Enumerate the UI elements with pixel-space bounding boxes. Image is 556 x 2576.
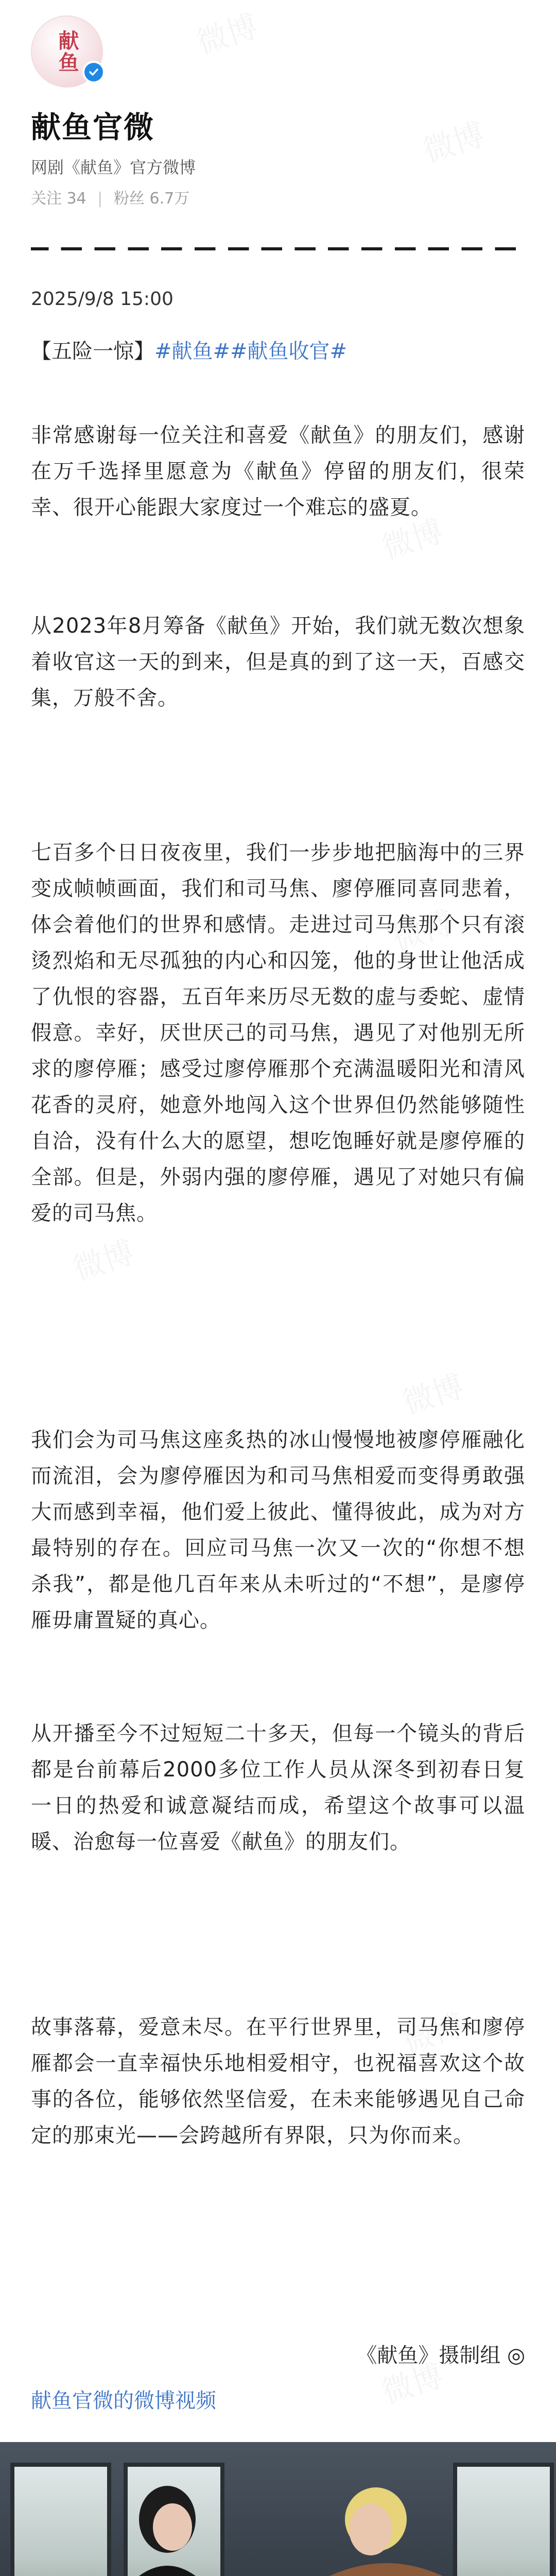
post-signature: 《献鱼》摄制组 ◎ [356, 2344, 525, 2367]
video-person-right [288, 2473, 484, 2576]
video-link[interactable]: 献鱼官微的微博视频 [31, 2389, 216, 2413]
fans-count[interactable]: 6.7万 [149, 190, 190, 208]
post-paragraph: 非常感谢每一位关注和喜爱《献鱼》的朋友们，感谢在万千选择里愿意为《献鱼》停留的朋友们，很荣幸、很开心能跟大家度过一个难忘的盛夏。 [31, 423, 525, 519]
watermark [417, 110, 490, 172]
post-paragraph: 七百多个日日夜夜里，我们一步步地把脑海中的三界变成帧帧画面，我们和司马焦、廖停雁同喜同悲着，体会着他们的世界和感情。走进过司马焦那个只有滚烫烈焰和无尽孤独的内心和囚笼，他的身世让他活成了仇恨的容器，五百年来历尽无数的虚与委蛇、虚情假意。幸好，厌世厌己的司马焦，遇见了对他别无所求的廖停雁；感受过廖停雁那个充满温暖阳光和清风花香的灵府，她意外地闯入这个世界但仍然能够随性自洽，没有什么大的愿望，想吃饱睡好就是廖停雁的全部。但是，外弱内强的廖停雁，遇见了对她只有偏爱的司马焦。 [31, 841, 525, 1225]
watermark [190, 2, 263, 63]
stats-divider: | [97, 190, 103, 208]
post-headline [31, 335, 347, 364]
video-player[interactable] [0, 2442, 556, 2576]
avatar-logo: 献鱼 [55, 30, 79, 73]
post-paragraph: 从开播至今不过短短二十多天，但每一个镜头的背后都是台前幕后2000多位工作人员从深冬到初春日复一日的热爱和诚意凝结而成，希望这个故事可以温暖、治愈每一位喜爱《献鱼》的朋友们。 [31, 1722, 525, 1854]
post-paragraph: 我们会为司马焦这座炙热的冰山慢慢地被廖停雁融化而流泪，会为廖停雁因为和司马焦相爱而变得勇敢强大而感到幸福，他们爱上彼此、懂得彼此，成为对方最特别的存在。回应司马焦一次又一次的“你想不想杀我”，都是他几百年来从未听过的“不想”，是廖停雁毋庸置疑的真心。 [31, 1428, 525, 1632]
watermark [67, 1228, 140, 1290]
verified-badge-icon [82, 61, 105, 83]
follow-count[interactable]: 34 [66, 190, 86, 208]
account-name[interactable]: 献鱼官微 [31, 110, 155, 145]
video-person-left [108, 2478, 227, 2576]
follow-label: 关注 [31, 190, 62, 208]
post-paragraph: 从2023年8月筹备《献鱼》开始，我们就无数次想象着收官这一天的到来，但是真的到了这一天，百感交集，万般不舍。 [31, 614, 525, 710]
hashtag-link[interactable]: #献鱼##献鱼收官# [154, 340, 348, 363]
fans-label: 粉丝 [113, 190, 145, 208]
account-description: 网剧《献鱼》官方微博 [31, 158, 196, 177]
post-paragraph: 故事落幕，爱意未尽。在平行世界里，司马焦和廖停雁都会一直幸福快乐地相爱相守，也祝福喜欢这个故事的各位，能够依然坚信爱，在未来能够遇见自己命定的那束光——会跨越所有界限，只为你而来。 [31, 2015, 525, 2147]
post-title: 【五险一惊】 [31, 340, 154, 363]
watermark [396, 1362, 469, 1423]
post-date: 2025/9/8 15:00 [31, 289, 173, 310]
dashed-divider [31, 247, 525, 250]
window-decoration [10, 2463, 111, 2576]
follow-stats [31, 185, 189, 208]
avatar[interactable] [31, 15, 103, 88]
